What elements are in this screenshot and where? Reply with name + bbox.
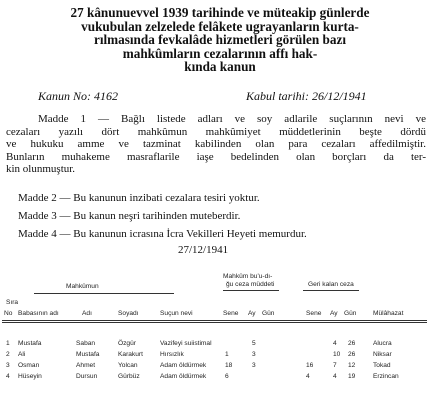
remaining-months: 4 — [333, 373, 337, 380]
article-2: Madde 2 — Bu kanunun inzibati cezalara tesiri yoktur. — [18, 192, 260, 204]
crime-type: Adam öldürmek — [160, 373, 207, 380]
surname: Yolcan — [118, 362, 138, 369]
col-header-crime: Suçun nevi — [160, 310, 193, 317]
group-header-remaining: Geri kalan ceza — [308, 281, 354, 288]
given-name: Mustafa — [76, 351, 100, 358]
title-line: 27 kânunuevvel 1939 tarihinde ve müteakip günlerde — [70, 5, 370, 20]
article-line: cezaları yazılı dört mahkûmun mahkûmiyet müddetlerinin beşte dördü — [6, 125, 426, 138]
col-header-notes: Mülâhazat — [373, 310, 404, 317]
rule — [2, 320, 427, 321]
article-line: Madde 1 — Bağlı listede adları ve soy adlarile suçlarının nevi ve — [38, 113, 426, 125]
remaining-months: 4 — [333, 340, 337, 347]
remaining-days: 26 — [348, 340, 356, 347]
given-name: Dursun — [76, 373, 98, 380]
group-header-sentence-line2: ğu ceza müddeti — [226, 281, 275, 288]
rule — [34, 293, 174, 294]
rule — [223, 290, 279, 291]
law-title — [20, 6, 420, 74]
article-4: Madde 4 — Bu kanunun icrasına İcra Vekilleri Heyeti memurdur. — [18, 228, 307, 240]
title-line: kında kanun — [184, 59, 256, 75]
article-line: Bunların muhakeme masraflarile iaşe bedelinden olan borçları da ter- — [6, 150, 426, 163]
crime-type: Hırsızlık — [160, 351, 184, 358]
row-no: 2 — [6, 351, 10, 358]
sentence-months: 5 — [252, 340, 256, 347]
crime-type: Adam öldürmek — [160, 362, 207, 369]
col-header-sira: Sıra — [6, 299, 19, 306]
notes: Alucra — [373, 340, 392, 347]
father-name: Mustafa — [18, 340, 42, 347]
rule — [303, 290, 359, 291]
group-header-convict: Mahkûmun — [66, 283, 99, 290]
sentence-years: 6 — [225, 373, 229, 380]
col-header-father: Babasının adı — [18, 310, 59, 317]
given-name: Saban — [76, 340, 96, 347]
crime-type: Vazifeyi suiistimal — [160, 340, 212, 347]
remaining-years: 4 — [306, 373, 310, 380]
col-header-no: No — [4, 310, 13, 317]
article-3: Madde 3 — Bu kanun neşri tarihinden muteberdir. — [18, 210, 241, 222]
surname: Gürbüz — [118, 373, 140, 380]
row-no: 1 — [6, 340, 10, 347]
remaining-years: 16 — [306, 362, 314, 369]
notes: Erzincan — [373, 373, 399, 380]
father-name: Ali — [18, 351, 26, 358]
row-no: 4 — [6, 373, 10, 380]
acceptance-date: Kabul tarihi: 26/12/1941 — [246, 89, 367, 103]
col-header-year-remaining: Sene — [306, 310, 322, 317]
sentence-months: 3 — [252, 351, 256, 358]
col-header-year: Sene — [223, 310, 239, 317]
article-1 — [6, 113, 426, 176]
given-name: Ahmet — [76, 362, 96, 369]
remaining-days: 26 — [348, 351, 356, 358]
remaining-days: 12 — [348, 362, 356, 369]
article-line: ve hukuku amme ve tazminat kabilinden olan para cezaları affedilmiştir. — [6, 138, 426, 151]
sentence-months: 3 — [252, 362, 256, 369]
signing-date: 27/12/1941 — [178, 244, 229, 256]
father-name: Hüseyin — [18, 373, 42, 380]
title-line: mahkûmların cezalarının affı hak- — [122, 45, 318, 61]
notes: Tokad — [373, 362, 391, 369]
father-name: Osman — [18, 362, 40, 369]
col-header-name: Adı — [82, 310, 92, 317]
col-header-month-remaining: Ay — [330, 310, 338, 317]
title-line: vukubulan zelzelede felâkete ugrayanların kurta- — [81, 18, 359, 34]
article-line: kin olunmuştur. — [6, 163, 76, 176]
col-header-day-remaining: Gün — [344, 310, 357, 317]
remaining-months: 7 — [333, 362, 337, 369]
col-header-month: Ay — [248, 310, 256, 317]
remaining-days: 19 — [348, 373, 356, 380]
rule — [2, 322, 427, 323]
title-line: rılmasında fevkalâde hizmetleri görülen bazı — [93, 32, 346, 48]
col-header-surname: Soyadı — [118, 310, 139, 317]
notes: Niksar — [373, 351, 392, 358]
group-header-sentence-line1: Mahkûm bu'u-dı- — [223, 273, 273, 280]
sentence-years: 18 — [225, 362, 233, 369]
sentence-years: 1 — [225, 351, 229, 358]
law-number: Kanun No: 4162 — [38, 89, 119, 103]
remaining-months: 10 — [333, 351, 341, 358]
row-no: 3 — [6, 362, 10, 369]
col-header-day: Gün — [262, 310, 275, 317]
surname: Özgür — [118, 340, 136, 347]
surname: Karakurt — [118, 351, 143, 358]
